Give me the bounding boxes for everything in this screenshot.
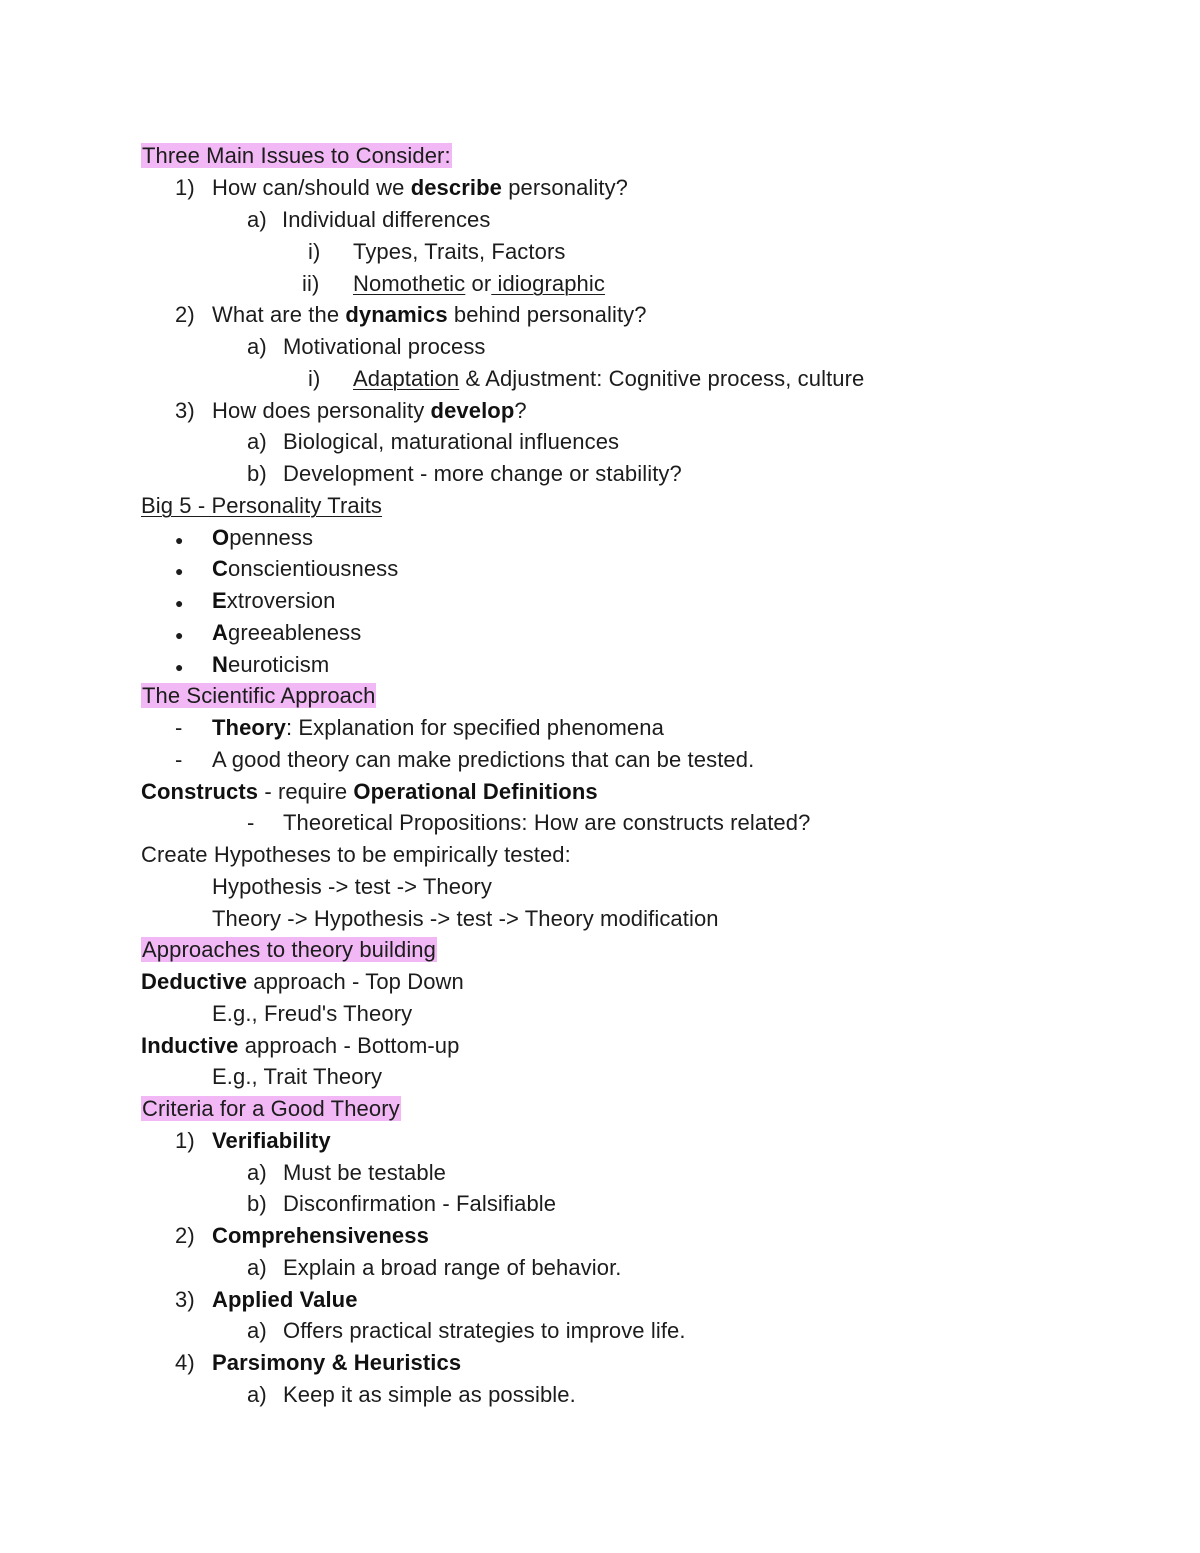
flow-line-2 <box>212 906 719 932</box>
criterion-1b-text: Disconfirmation - Falsifiable <box>283 1191 557 1216</box>
big5-rest: penness <box>229 525 314 550</box>
issue-3 <box>175 398 527 424</box>
big5-item <box>175 588 335 614</box>
big5-item <box>175 556 398 582</box>
issue-3-post: ? <box>514 398 527 423</box>
issue-2-post: behind personality? <box>447 302 647 327</box>
issue-2-bold: dynamics <box>345 302 448 327</box>
scientific-heading-text: The Scientific Approach <box>142 683 376 708</box>
criterion-2a-text: Explain a broad range of behavior. <box>283 1255 622 1280</box>
issues-heading <box>141 143 452 169</box>
criterion-3a <box>247 1318 686 1344</box>
criterion-2-number: 2) <box>175 1223 195 1248</box>
bullet-icon: ● <box>175 659 184 675</box>
issue-1-pre: How can/should we <box>212 175 411 200</box>
hypotheses-line <box>141 842 571 868</box>
scientific-heading <box>141 683 376 709</box>
big5-initial: E <box>212 588 227 613</box>
inductive-rest: approach - Bottom-up <box>238 1033 460 1058</box>
scientific-item-2 <box>175 747 754 773</box>
issues-heading-text: Three Main Issues to Consider: <box>142 143 451 168</box>
issue-1a-ii-or: or <box>465 271 492 296</box>
issue-2a-text: Motivational process <box>283 334 486 359</box>
propositions-line <box>247 810 810 836</box>
big5-initial: O <box>212 525 230 550</box>
issue-1a-i-marker: i) <box>308 239 321 264</box>
issue-1a-i-text: Types, Traits, Factors <box>353 239 566 264</box>
criterion-4-number: 4) <box>175 1350 195 1375</box>
scientific-item-1 <box>175 715 664 741</box>
propositions-text: Theoretical Propositions: How are constructs related? <box>283 810 811 835</box>
approaches-heading <box>141 937 437 963</box>
criterion-4a-text: Keep it as simple as possible. <box>283 1382 576 1407</box>
deductive-example <box>212 1001 412 1027</box>
issue-3-pre: How does personality <box>212 398 431 423</box>
criteria-heading <box>141 1096 401 1122</box>
issue-3b-text: Development - more change or stability? <box>283 461 682 486</box>
issue-2-number: 2) <box>175 302 195 327</box>
big5-rest: greeableness <box>228 620 362 645</box>
big5-rest: xtroversion <box>226 588 336 613</box>
big5-item <box>175 652 329 678</box>
dash-marker: - <box>175 747 183 772</box>
flow-2-text: Theory -> Hypothesis -> test -> Theory modification <box>212 906 719 931</box>
issue-3-number: 3) <box>175 398 195 423</box>
flow-1-text: Hypothesis -> test -> Theory <box>212 874 492 899</box>
big5-rest: onscientiousness <box>228 556 399 581</box>
inductive-term: Inductive <box>141 1033 239 1058</box>
dash-marker: - <box>247 810 255 835</box>
constructs-term: Constructs <box>141 779 259 804</box>
issue-1-number: 1) <box>175 175 195 200</box>
issue-2a-i-marker: i) <box>308 366 321 391</box>
issue-2-pre: What are the <box>212 302 346 327</box>
issue-1-post: personality? <box>501 175 629 200</box>
issue-3b <box>247 461 682 487</box>
issue-1a-marker: a) <box>247 207 267 232</box>
theory-term: Theory <box>212 715 286 740</box>
criterion-4 <box>175 1350 461 1376</box>
inductive-line <box>141 1033 459 1059</box>
big5-item <box>175 620 361 646</box>
criterion-2a-marker: a) <box>247 1255 267 1280</box>
criterion-3a-marker: a) <box>247 1318 267 1343</box>
issue-2a <box>247 334 486 360</box>
criterion-1a-marker: a) <box>247 1160 267 1185</box>
criterion-4a-marker: a) <box>247 1382 267 1407</box>
issue-2a-i-rest: & Adjustment: Cognitive process, culture <box>459 366 865 391</box>
constructs-line <box>141 779 598 805</box>
criterion-1a <box>247 1160 446 1186</box>
issue-1a-ii <box>302 271 605 297</box>
bullet-icon: ● <box>175 627 184 643</box>
adaptation-link[interactable]: Adaptation <box>353 366 460 391</box>
criterion-4a <box>247 1382 576 1408</box>
issue-2a-i <box>308 366 864 392</box>
inductive-example-text: E.g., Trait Theory <box>212 1064 383 1089</box>
big5-initial: C <box>212 556 228 581</box>
deductive-example-text: E.g., Freud's Theory <box>212 1001 413 1026</box>
criterion-2 <box>175 1223 429 1249</box>
big5-item <box>175 525 313 551</box>
issue-1a-text: Individual differences <box>282 207 491 232</box>
approaches-heading-text: Approaches to theory building <box>142 937 436 962</box>
issue-3a-marker: a) <box>247 429 267 454</box>
bullet-icon: ● <box>175 595 184 611</box>
constructs-mid: - require <box>258 779 354 804</box>
big5-heading <box>141 493 382 519</box>
criterion-3-title: Applied Value <box>212 1287 358 1312</box>
issue-3-bold: develop <box>430 398 515 423</box>
criterion-1b-marker: b) <box>247 1191 267 1216</box>
issue-1-bold: describe <box>410 175 502 200</box>
criterion-1 <box>175 1128 331 1154</box>
issue-3a-text: Biological, maturational influences <box>283 429 620 454</box>
inductive-example <box>212 1064 382 1090</box>
issue-1a <box>247 207 490 233</box>
theory-definition: : Explanation for specified phenomena <box>285 715 664 740</box>
flow-line-1 <box>212 874 492 900</box>
bullet-icon: ● <box>175 532 184 548</box>
criteria-heading-text: Criteria for a Good Theory <box>142 1096 400 1121</box>
deductive-rest: approach - Top Down <box>247 969 464 994</box>
hypotheses-text: Create Hypotheses to be empirically tested: <box>141 842 571 867</box>
criterion-1a-text: Must be testable <box>283 1160 447 1185</box>
criterion-3-number: 3) <box>175 1287 195 1312</box>
criterion-2-title: Comprehensiveness <box>212 1223 429 1248</box>
criterion-2a <box>247 1255 622 1281</box>
big5-initial: A <box>212 620 228 645</box>
issue-1a-ii-marker: ii) <box>302 271 320 296</box>
big5-initial: N <box>212 652 228 677</box>
criterion-3a-text: Offers practical strategies to improve life. <box>283 1318 686 1343</box>
issue-1a-i <box>308 239 565 265</box>
deductive-term: Deductive <box>141 969 248 994</box>
criterion-4-title: Parsimony & Heuristics <box>212 1350 462 1375</box>
issue-3a <box>247 429 619 455</box>
nomothetic-link[interactable]: Nomothetic <box>353 271 466 296</box>
criterion-3 <box>175 1287 358 1313</box>
deductive-line <box>141 969 464 995</box>
scientific-item-2-text: A good theory can make predictions that can be tested. <box>212 747 755 772</box>
big5-heading-text: Big 5 - Personality Traits <box>141 493 383 518</box>
big5-rest: euroticism <box>228 652 330 677</box>
bullet-icon: ● <box>175 563 184 579</box>
criterion-1-title: Verifiability <box>212 1128 331 1153</box>
criterion-1b <box>247 1191 556 1217</box>
criterion-1-number: 1) <box>175 1128 195 1153</box>
issue-3b-marker: b) <box>247 461 267 486</box>
issue-2 <box>175 302 647 328</box>
dash-marker: - <box>175 715 183 740</box>
issue-2a-marker: a) <box>247 334 267 359</box>
idiographic-link[interactable]: idiographic <box>491 271 605 296</box>
issue-1 <box>175 175 628 201</box>
operational-definitions-term: Operational Definitions <box>353 779 598 804</box>
